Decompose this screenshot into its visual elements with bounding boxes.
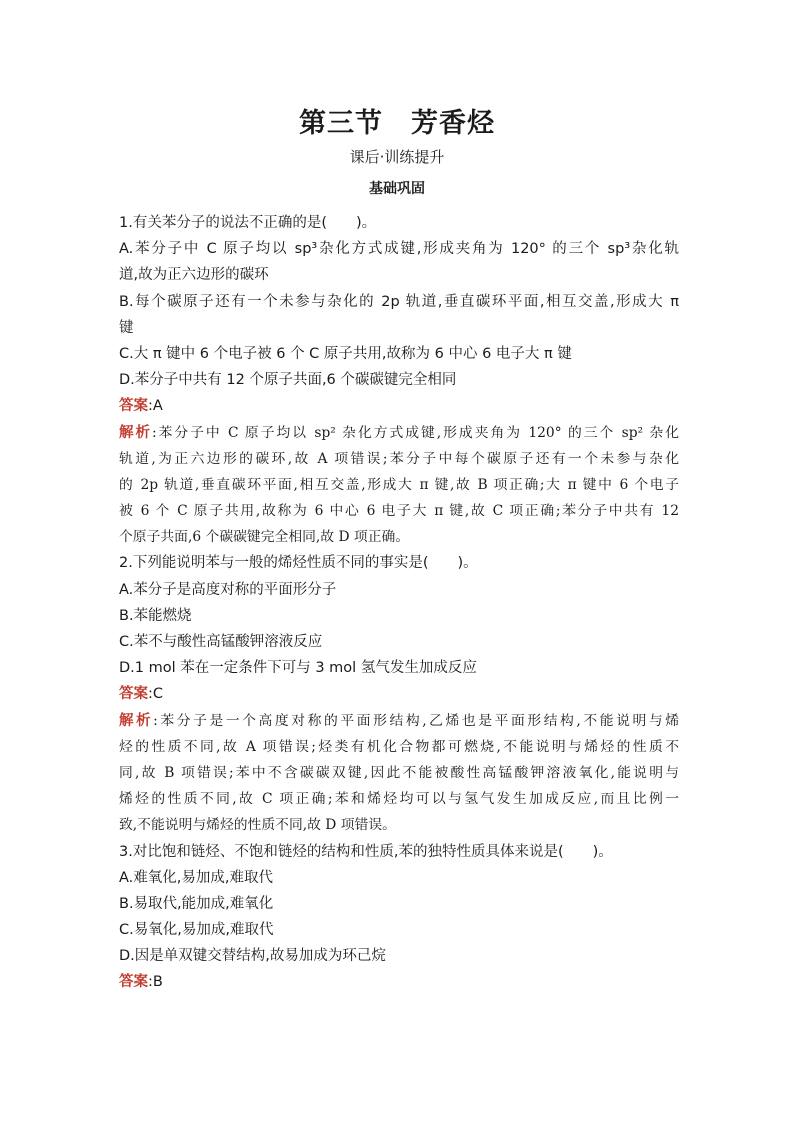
- option-line: B.易取代,能加成,难氧化: [119, 895, 274, 912]
- explanation-line: 被 6 个 C 原子共用,故称为 6 中心 6 电子大 π 键,故 C 项正确;苯分子中共有 12: [119, 503, 679, 520]
- explanation-line: 同,故 B 项错误;苯中不含碳碳双键,因此不能被酸性高锰酸钾溶液氧化,能说明与: [119, 764, 679, 781]
- answer-label: 答案: [119, 974, 148, 991]
- section-heading: 基础巩固: [369, 181, 425, 197]
- option-line: D.苯分子中共有 12 个原子共面,6 个碳碳键完全相同: [119, 372, 457, 389]
- explanation-label: 解析: [119, 424, 152, 441]
- option-line: D.因是单双键交替结构,故易加成为环己烷: [119, 948, 386, 965]
- option-line: A.苯分子中 C 原子均以 sp³杂化方式成键,形成夹角为 120° 的三个 sp³杂化轨: [119, 241, 679, 258]
- option-line: C.易氧化,易加成,难取代: [119, 922, 274, 939]
- option-line: D.1 mol 苯在一定条件下可与 3 mol 氢气发生加成反应: [119, 660, 477, 677]
- explanation-line: [119, 420, 679, 446]
- option-line: 键: [119, 319, 134, 336]
- explanation-line: 烯烃的性质不同,故 C 项正确;苯和烯烃均可以与氢气发生加成反应,而且比例一: [119, 791, 679, 808]
- explanation-text: :苯分子中 C 原子均以 sp² 杂化方式成键,形成夹角为 120° 的三个 sp² 杂化: [151, 424, 680, 441]
- explanation-line: 个原子共面,6 个碳碳键完全相同,故 D 项正确。: [119, 529, 410, 546]
- page-title: 第三节 芳香烃: [299, 108, 495, 139]
- explanation-line: 轨道,为正六边形的碳环,故 A 项错误;苯分子中每个碳原子还有一个未参与杂化: [119, 450, 679, 467]
- explanation-line: 烃的性质不同,故 A 项错误;烃类有机化合物都可燃烧,不能说明与烯烃的性质不: [119, 738, 679, 755]
- option-line: A.难氧化,易加成,难取代: [119, 869, 273, 886]
- explanation-line: 的 2p 轨道,垂直碳环平面,相互交盖,形成大 π 键,故 B 项正确;大 π 键中 6 个电子: [119, 476, 679, 493]
- answer-line: [119, 681, 679, 707]
- answer-label: 答案: [119, 686, 148, 703]
- option-line: 道,故为正六边形的碳环: [119, 267, 269, 284]
- explanation-text: :苯分子是一个高度对称的平面形结构,乙烯也是平面形结构,不能说明与烯: [153, 712, 680, 729]
- question-list: [119, 210, 679, 996]
- option-line: B.苯能燃烧: [119, 607, 192, 624]
- answer-line: [119, 393, 679, 419]
- page-subtitle: 课后·训练提升: [349, 148, 445, 166]
- answer-value: :A: [148, 398, 163, 415]
- question-stem: 3.对比饱和链烃、不饱和链烃的结构和性质,苯的独特性质具体来说是( )。: [119, 843, 613, 860]
- option-line: B.每个碳原子还有一个未参与杂化的 2p 轨道,垂直碳环平面,相互交盖,形成大 π: [119, 293, 679, 310]
- explanation-label: 解析: [119, 712, 154, 729]
- answer-value: :C: [148, 686, 164, 703]
- answer-line: [119, 969, 679, 995]
- answer-label: 答案: [119, 398, 148, 415]
- option-line: A.苯分子是高度对称的平面形分子: [119, 581, 337, 598]
- question-stem: 2.下列能说明苯与一般的烯烃性质不同的事实是( )。: [119, 555, 478, 572]
- question-stem: 1.有关苯分子的说法不正确的是( )。: [119, 215, 377, 231]
- answer-value: :B: [148, 974, 163, 991]
- explanation-line: 致,不能说明与烯烃的性质不同,故 D 项错误。: [119, 817, 396, 834]
- option-line: C.苯不与酸性高锰酸钾溶液反应: [119, 634, 323, 650]
- option-line: C.大 π 键中 6 个电子被 6 个 C 原子共用,故称为 6 中心 6 电子大 π 键: [119, 345, 572, 362]
- explanation-line: [119, 708, 679, 734]
